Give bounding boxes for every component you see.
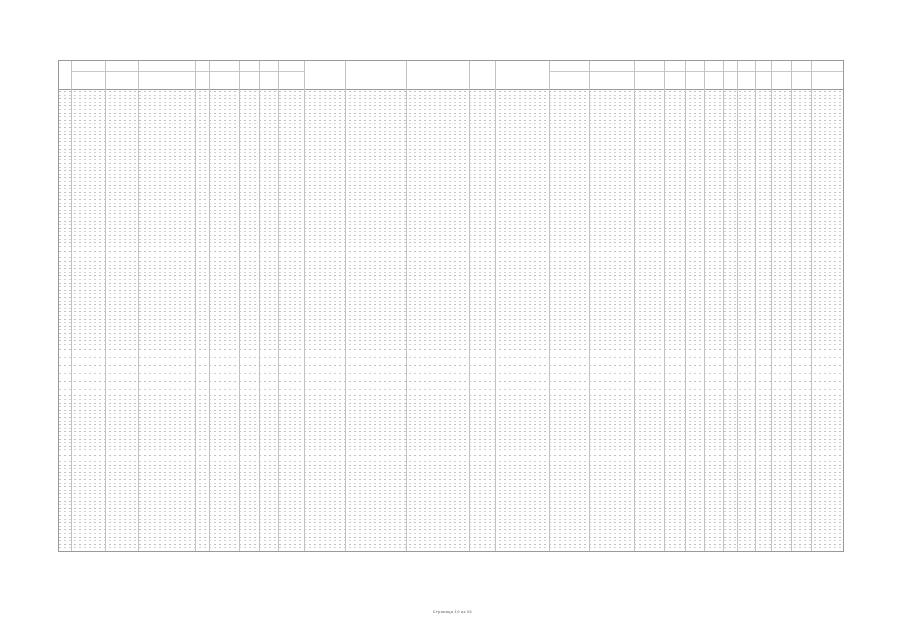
table-row — [59, 194, 843, 197]
column-divider — [664, 61, 665, 551]
table-row — [59, 420, 843, 423]
table-row — [59, 532, 843, 535]
table-row — [59, 492, 843, 495]
table-row — [59, 339, 843, 342]
column-divider — [755, 61, 756, 551]
table-row — [59, 216, 843, 219]
column-divider — [406, 61, 407, 551]
table-row — [59, 180, 843, 183]
table-row — [59, 90, 843, 93]
table-row — [59, 296, 843, 299]
table-row — [59, 441, 843, 444]
table-row — [59, 230, 843, 233]
table-row — [59, 405, 843, 408]
table-row — [59, 285, 843, 288]
column-divider — [685, 61, 686, 551]
table-row — [59, 427, 843, 430]
table-row — [59, 543, 843, 546]
column-divider — [723, 61, 724, 551]
table-row — [59, 521, 843, 524]
table-row — [59, 140, 843, 143]
table-row — [59, 282, 843, 285]
table-row — [59, 434, 843, 437]
table-row — [59, 94, 843, 97]
table-row — [59, 378, 843, 386]
table-row — [59, 101, 843, 104]
table-row — [59, 510, 843, 513]
column-divider — [239, 61, 240, 551]
table-row — [59, 155, 843, 158]
table-row — [59, 267, 843, 270]
table-row — [59, 278, 843, 281]
table-row — [59, 464, 843, 467]
column-divider — [71, 61, 72, 551]
table-row — [59, 460, 843, 463]
column-divider — [259, 61, 260, 551]
page-number: Страница 10 из 51 — [432, 609, 473, 614]
table-row — [59, 162, 843, 165]
table-row — [59, 416, 843, 419]
table-row — [59, 539, 843, 542]
table-row — [59, 362, 843, 370]
table-row — [59, 328, 843, 331]
table-row — [59, 220, 843, 223]
table-row — [59, 212, 843, 215]
table-row — [59, 430, 843, 433]
table-row — [59, 274, 843, 277]
table-row — [59, 525, 843, 528]
table-row — [59, 234, 843, 237]
table-row — [59, 202, 843, 205]
column-divider — [589, 61, 590, 551]
table-row — [59, 500, 843, 503]
table-row — [59, 264, 843, 267]
column-divider — [771, 61, 772, 551]
table-row — [59, 256, 843, 259]
table-row — [59, 119, 843, 122]
header-group-divider — [71, 71, 259, 72]
registry-table — [58, 60, 844, 552]
column-divider — [105, 61, 106, 551]
column-divider — [791, 61, 792, 551]
table-row — [59, 346, 843, 354]
table-row — [59, 108, 843, 111]
table-row — [59, 370, 843, 378]
table-row — [59, 485, 843, 488]
table-row — [59, 245, 843, 248]
table-row — [59, 260, 843, 263]
table-row — [59, 169, 843, 172]
column-divider — [495, 61, 496, 551]
table-row — [59, 412, 843, 415]
table-row — [59, 409, 843, 412]
table-row — [59, 467, 843, 470]
table-row — [59, 307, 843, 310]
column-divider — [195, 61, 196, 551]
table-row — [59, 292, 843, 295]
table-row — [59, 238, 843, 241]
table-row — [59, 166, 843, 169]
table-row — [59, 423, 843, 426]
table-row — [59, 115, 843, 118]
table-row — [59, 104, 843, 107]
table-row — [59, 321, 843, 324]
table-row — [59, 176, 843, 179]
table-row — [59, 482, 843, 485]
table-body — [59, 90, 843, 551]
table-row — [59, 310, 843, 313]
table-row — [59, 271, 843, 274]
table-row — [59, 448, 843, 451]
table-row — [59, 241, 843, 244]
table-row — [59, 184, 843, 187]
table-row — [59, 227, 843, 230]
table-row — [59, 332, 843, 335]
column-divider — [811, 61, 812, 551]
table-header — [59, 61, 843, 90]
column-divider — [138, 61, 139, 551]
column-divider — [209, 61, 210, 551]
column-divider — [304, 61, 305, 551]
table-row — [59, 354, 843, 362]
table-row — [59, 205, 843, 208]
table-row — [59, 336, 843, 339]
table-row — [59, 514, 843, 517]
table-row — [59, 112, 843, 115]
table-row — [59, 137, 843, 140]
table-row — [59, 209, 843, 212]
column-divider — [549, 61, 550, 551]
table-row — [59, 158, 843, 161]
table-row — [59, 97, 843, 100]
table-row — [59, 300, 843, 303]
table-row — [59, 133, 843, 136]
table-row — [59, 452, 843, 460]
header-group-divider — [685, 71, 755, 72]
table-row — [59, 489, 843, 492]
table-row — [59, 122, 843, 125]
column-divider — [278, 61, 279, 551]
table-row — [59, 536, 843, 539]
table-row — [59, 173, 843, 176]
table-row — [59, 528, 843, 531]
table-row — [59, 223, 843, 226]
table-row — [59, 402, 843, 405]
table-row — [59, 289, 843, 292]
table-row — [59, 343, 843, 346]
table-row — [59, 191, 843, 194]
table-row — [59, 445, 843, 448]
table-row — [59, 394, 843, 397]
table-row — [59, 151, 843, 154]
table-row — [59, 144, 843, 147]
table-row — [59, 126, 843, 129]
table-row — [59, 314, 843, 317]
table-row — [59, 187, 843, 190]
column-divider — [634, 61, 635, 551]
table-row — [59, 318, 843, 321]
table-row — [59, 386, 843, 394]
table-row — [59, 518, 843, 521]
table-row — [59, 198, 843, 201]
header-group-divider — [811, 71, 844, 72]
table-row — [59, 478, 843, 481]
column-divider — [737, 61, 738, 551]
table-row — [59, 474, 843, 477]
table-row — [59, 438, 843, 441]
table-row — [59, 496, 843, 499]
table-row — [59, 325, 843, 328]
column-divider — [704, 61, 705, 551]
table-row — [59, 471, 843, 474]
table-row — [59, 148, 843, 151]
table-row — [59, 507, 843, 510]
table-row — [59, 503, 843, 506]
column-divider — [345, 61, 346, 551]
column-divider — [469, 61, 470, 551]
table-row — [59, 398, 843, 401]
table-row — [59, 130, 843, 133]
table-row — [59, 248, 843, 256]
header-group-divider — [755, 71, 811, 72]
table-row — [59, 303, 843, 306]
table-row — [59, 546, 843, 549]
header-group-divider — [259, 71, 304, 72]
